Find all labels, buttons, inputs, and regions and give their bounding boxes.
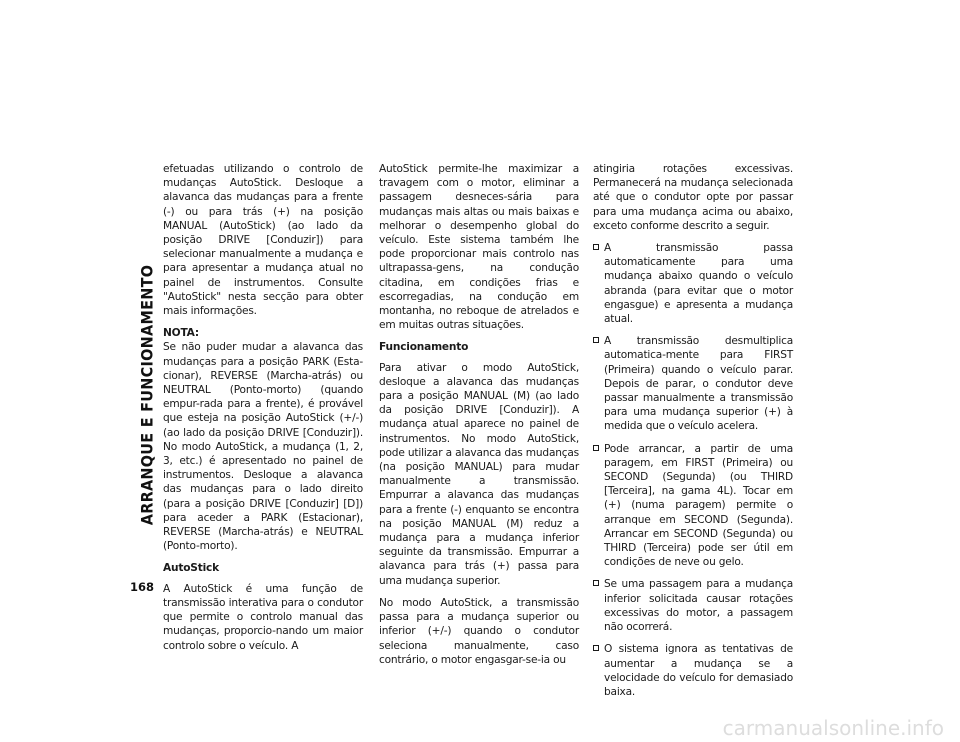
autostick-heading: AutoStick xyxy=(163,562,219,575)
text-column-3 xyxy=(593,162,793,707)
note-block xyxy=(163,326,363,553)
square-bullet-icon xyxy=(593,580,599,586)
square-bullet-icon xyxy=(593,244,599,250)
list-item-text: Se uma passagem para a mudança inferior solicitada causar rotações excessivas do motor, a passagem não ocorrerá. xyxy=(604,578,793,634)
list-item-text: O sistema ignora as tentativas de aumentar a mudança se a velocidade do veículo for demasiado baixa. xyxy=(604,643,793,698)
autostick-paragraph: A AutoStick é uma função de transmissão interativa para o condutor que permite o controlo manual das mudanças, proporcio-nando um maior controlo sobre o veículo. A xyxy=(163,582,363,652)
column1-intro: efetuadas utilizando o controlo de mudanças AutoStick. Desloque a alavanca das mudanças para a frente (-) ou para trás (+) na posição MANUAL (AutoStick) (ao lado da posição DRIVE [Conduzir]) para selecionar manualmente a mudança e para apresentar a mudança atual no painel de instrumentos. Consulte "AutoStick" nesta secção para obter mais informações. xyxy=(163,163,363,318)
list-item xyxy=(593,642,793,699)
list-item-text: A transmissão passa automaticamente para uma mudança abaixo quando o veículo abranda (para evitar que o motor engasgue) e apresenta a mudança atual. xyxy=(604,242,793,326)
section-title-vertical: ARRANQUE E FUNCIONAMENTO xyxy=(137,264,157,526)
operation-heading: Funcionamento xyxy=(379,341,469,354)
watermark-footer xyxy=(0,716,960,740)
square-bullet-icon xyxy=(593,645,599,651)
operation-paragraph-2: No modo AutoStick, a transmissão passa para a mudança superior ou inferior (+/-) quando o condutor seleciona manualmente, caso contrário, o motor engasgar-se-ia ou xyxy=(379,596,579,666)
column2-intro: AutoStick permite-lhe maximizar a travagem com o motor, eliminar a passagem desneces-sária para mudanças mais altas ou mais baixas e melhorar o desempenho global do veículo. Este sistema também lhe pode proporcionar mais controlo nas ultrapassa-gens, na condução citadina, em condições frias e escorregadias, na condução em montanha, no reboque de atrelados e em muitas outras situações. xyxy=(379,163,579,332)
watermark-text: carmanualsonline.info xyxy=(722,716,944,740)
text-column-1 xyxy=(163,162,363,661)
operation-paragraph-1: Para ativar o modo AutoStick, desloque a alavanca das mudanças para a posição MANUAL (M) (ao lado da posição DRIVE [Conduzir]). A mudança atual aparece no painel de instrumentos. No modo AutoStick, pode utilizar a alavanca das mudanças (na posição MANUAL) para mudar manualmente a transmissão. Empurrar a alavanca das mudanças para a frente (-) enquanto se encontra na posição MANUAL (M) reduz a mudança para a mudança inferior seguinte da transmissão. Empurrar a alavanca para trás (+) passa para uma mudança superior. xyxy=(379,361,579,587)
note-text: Se não puder mudar a alavanca das mudanças para a posição PARK (Esta-cionar), REVERSE (Marcha-atrás) ou NEUTRAL (Ponto-morto) (quando empur-rada para a frente), é provável que esteja na posição AutoStick (+/-) (ao lado da posição DRIVE [Conduzir]). No modo AutoStick, a mudança (1, 2, 3, etc.) é apresentado no painel de instrumentos. Desloque a alavanca das mudanças para o lado direito (para a posição DRIVE [Conduzir] [D]) para aceder a PARK (Estacionar), REVERSE (Marcha-atrás) e NEUTRAL (Ponto-morto). xyxy=(163,341,363,553)
list-item-text: Pode arrancar, a partir de uma paragem, em FIRST (Primeira) ou SECOND (Segunda) (ou THIRD [Terceira], na gama 4L). Tocar em (+) (numa paragem) permite o arranque em SECOND (Segunda). Arrancar em SECOND (Segunda) ou THIRD (Terceira) pode ser útil em condições de neve ou gelo. xyxy=(604,442,793,569)
bullet-list xyxy=(593,241,793,699)
list-item xyxy=(593,241,793,326)
list-item xyxy=(593,334,793,433)
square-bullet-icon xyxy=(593,337,599,343)
column3-intro: atingiria rotações excessivas. Permanecerá na mudança selecionada até que o condutor opte por passar para uma mudança acima ou abaixo, exceto conforme descrito a seguir. xyxy=(593,163,793,232)
text-column-2 xyxy=(379,162,579,675)
square-bullet-icon xyxy=(593,445,599,451)
note-label: NOTA: xyxy=(163,327,199,340)
list-item xyxy=(593,442,793,570)
list-item xyxy=(593,577,793,634)
page-number: 168 xyxy=(130,580,155,594)
list-item-text: A transmissão desmultiplica automatica-mente para FIRST (Primeira) quando o veículo parar. Depois de parar, o condutor deve passar manualmente a transmissão para uma mudança superior (+) à medida que o veículo acelera. xyxy=(604,335,793,433)
